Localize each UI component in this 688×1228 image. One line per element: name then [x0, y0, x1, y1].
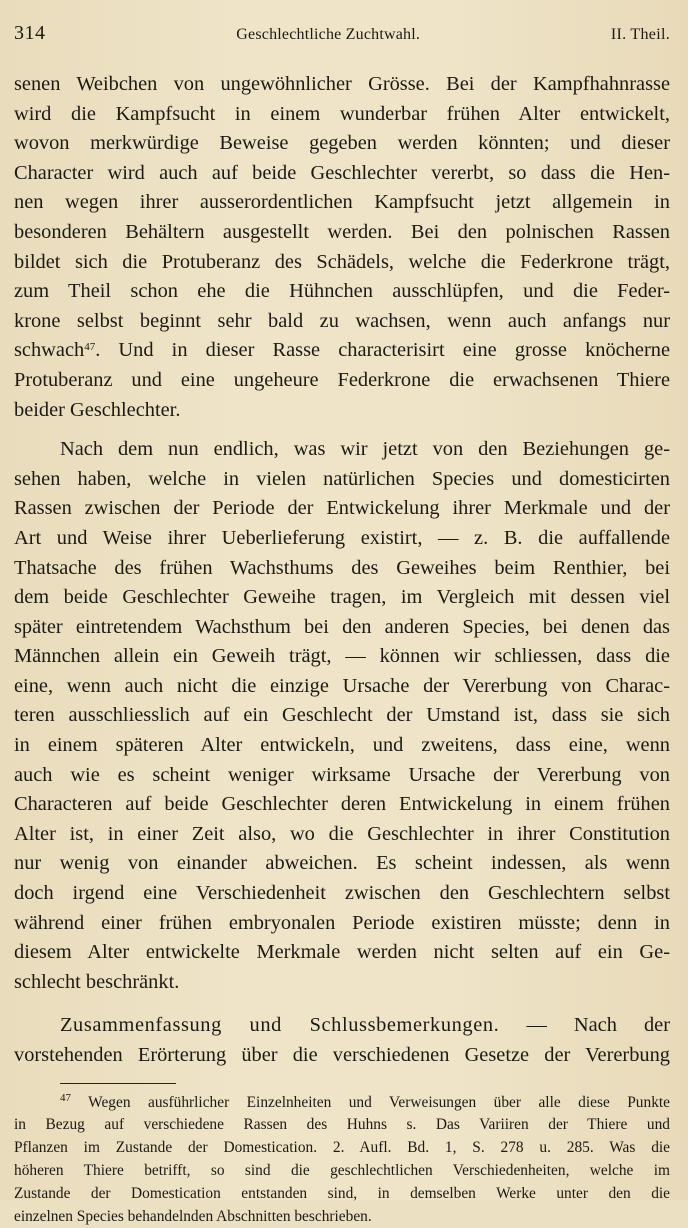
main-text	[14, 70, 670, 1071]
text-line: während einer frühen embryonalen Periode existiren müsste; denn in	[14, 911, 670, 934]
text-line: Alter ist, in einer Zeit also, wo die Geschlechter in ihrer Constitution	[14, 822, 670, 845]
page-number: 314	[14, 22, 46, 44]
running-header	[14, 22, 670, 52]
text-line: nen wegen ihrer ausserordentlichen Kampfsucht jetzt allgemein in	[14, 191, 670, 214]
text-line: sehen haben, welche in vielen natürlichen Species und domesticirten	[14, 467, 670, 490]
paragraph-2	[14, 435, 670, 997]
footnote-line: einzelnen Species behandelnden Abschnitten beschrieben.	[14, 1207, 372, 1225]
text-line: nur wenig von einander abweichen. Es scheint indessen, als wenn	[14, 852, 670, 875]
footnotes	[14, 1092, 670, 1228]
text-line: krone selbst beginnt sehr bald zu wachsen, wenn auch anfangs nur	[14, 309, 670, 332]
text-line: Art und Weise ihrer Ueberlieferung existirt, — z. B. die auffallende	[14, 526, 670, 549]
text-line: Thatsache des frühen Wachsthums des Geweihes beim Renthier, bei	[14, 556, 670, 579]
text-line: Nach dem nun endlich, was wir jetzt von den Beziehungen ge-	[60, 438, 670, 461]
text-line: auch wie es scheint weniger wirksame Ursache der Vererbung von	[14, 763, 670, 786]
footnote-reference[interactable]: 47	[84, 341, 96, 354]
text-line: Character wird auch auf beide Geschlechter vererbt, so dass die Hen-	[14, 161, 670, 184]
text-line: besonderen Behältern ausgestellt werden. Bei den polnischen Rassen	[14, 220, 670, 243]
text-line: vorstehenden Erörterung über die verschiedenen Gesetze der Vererbung	[14, 1044, 670, 1066]
footnote-line: Zustande der Domestication entstanden sind, in demselben Werke unter den die	[14, 1184, 670, 1202]
text-line: Characteren auf beide Geschlechter deren Entwickelung in einem frühen	[14, 793, 670, 816]
text-line: diesem Alter entwickelte Merkmale werden nicht selten auf ein Ge-	[14, 941, 670, 964]
text-line: teren ausschliesslich auf ein Geschlecht der Umstand ist, dass sie sich	[14, 704, 670, 727]
footnote-line	[14, 1092, 670, 1115]
text-segment: schwach	[14, 339, 85, 362]
text-line: zum Theil schon ehe die Hühnchen ausschlüpfen, und die Feder-	[14, 280, 670, 303]
section-heading: Zusammenfassung und Schlussbemerkungen.	[60, 1014, 500, 1037]
part-label: II. Theil.	[610, 26, 670, 43]
running-title: Geschlechtliche Zuchtwahl.	[236, 26, 421, 43]
text-line: beider Geschlechter.	[14, 398, 181, 421]
footnote-line: Pflanzen im Zustande der Domestication. 2. Aufl. Bd. 1, S. 278 u. 285. Was die	[14, 1139, 670, 1157]
text-line: bildet sich die Protuberanz des Schädels, welche die Federkrone trägt,	[14, 250, 670, 273]
section-heading-line	[14, 1011, 670, 1041]
text-segment: . Und in dieser Rasse characterisirt eine grosse knöcherne	[95, 339, 670, 362]
text-line: wird die Kampfsucht in einem wunderbar frühen Alter entwickelt,	[14, 102, 670, 125]
text-line: schlecht beschränkt.	[14, 970, 180, 993]
text-line: eine, wenn auch nicht die einzige Ursache der Vererbung von Charac-	[14, 674, 670, 697]
text-line: Protuberanz und eine ungeheure Federkrone die erwachsenen Thiere	[14, 368, 670, 391]
footnote-line: in Bezug auf verschiedene Rassen des Huhns s. Das Variiren der Thiere und	[14, 1116, 670, 1134]
text-segment: — Nach der	[499, 1014, 670, 1037]
text-line: später eintretendem Wachsthum bei den anderen Species, bei denen das	[14, 615, 670, 638]
text-line: Rassen zwischen der Periode der Entwickelung ihrer Merkmale und der	[14, 497, 670, 520]
footnote-line: höheren Thiere betrifft, so sind die geschlechtlichen Verschiedenheiten, welche im	[14, 1161, 670, 1179]
paragraph-3	[14, 1011, 670, 1070]
paragraph-1	[14, 70, 670, 425]
footnote-marker: 47	[60, 1091, 71, 1104]
text-line: dem beide Geschlechter Geweihe tragen, im Vergleich mit dessen viel	[14, 586, 670, 609]
text-line: Männchen allein ein Geweih trägt, — können wir schliessen, dass die	[14, 645, 670, 668]
footnote-divider	[60, 1083, 176, 1084]
text-line: doch irgend eine Verschiedenheit zwischen den Geschlechtern selbst	[14, 882, 670, 905]
text-line-with-footnote-ref	[14, 336, 670, 366]
text-line: wovon merkwürdige Beweise gegeben werden könnten; und dieser	[14, 132, 670, 155]
text-segment: Wegen ausführlicher Einzelnheiten und Verweisungen über alle diese Punkte	[71, 1093, 670, 1111]
text-line: in einem späteren Alter entwickeln, und zweitens, dass eine, wenn	[14, 734, 670, 757]
text-line: senen Weibchen von ungewöhnlicher Grösse. Bei der Kampfhahnrasse	[14, 73, 670, 95]
